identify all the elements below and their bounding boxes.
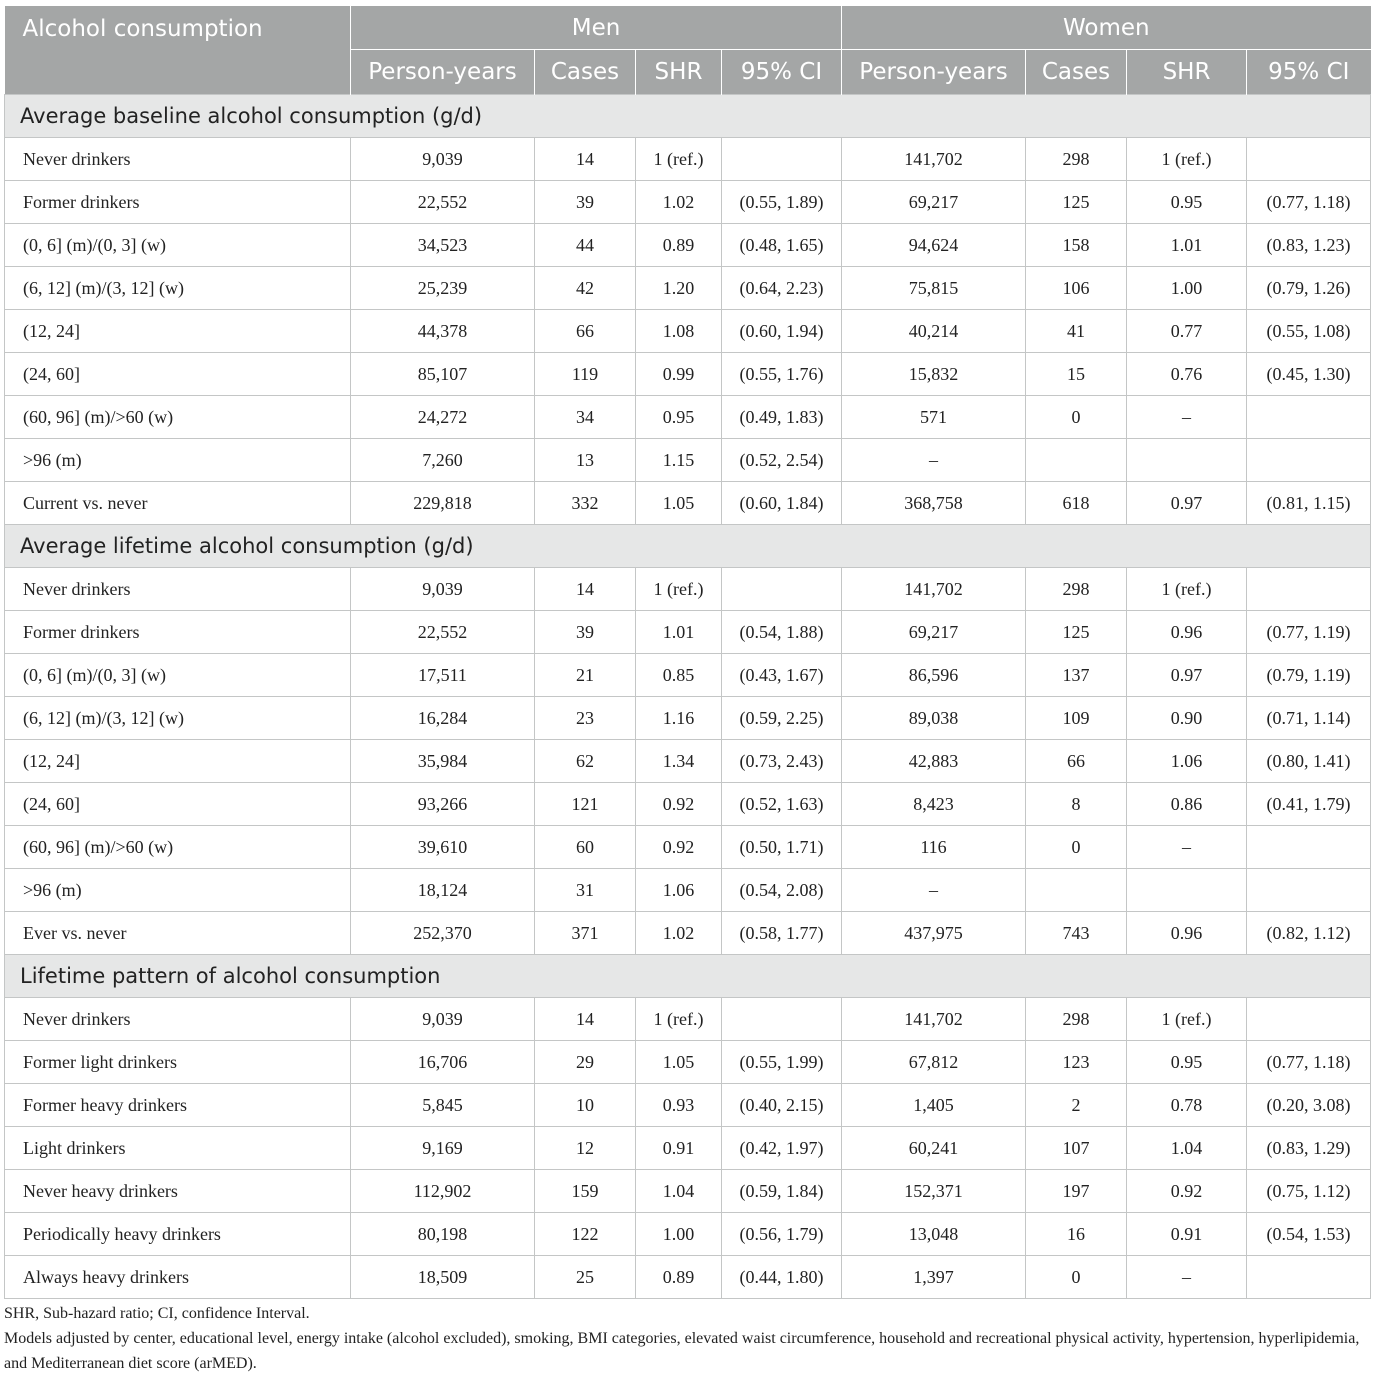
table-cell: 109 [1026,697,1127,740]
table-cell: 34,523 [351,224,535,267]
table-cell: 152,371 [842,1170,1026,1213]
table-cell: (0.41, 1.79) [1247,783,1371,826]
table-cell [722,568,842,611]
table-row [5,1256,1371,1299]
table-row [5,439,1371,482]
column-header: SHR [1127,50,1247,95]
table-cell: (0.55, 1.89) [722,181,842,224]
table-cell: – [1127,396,1247,439]
row-label: >96 (m) [5,439,351,482]
table-cell [722,998,842,1041]
table-cell: 1 (ref.) [636,568,722,611]
table-row [5,654,1371,697]
table-cell: 42,883 [842,740,1026,783]
table-cell: 437,975 [842,912,1026,955]
table-cell: (0.52, 2.54) [722,439,842,482]
table-row [5,912,1371,955]
table-cell: 1.08 [636,310,722,353]
table-footnotes [4,1301,1370,1376]
row-label: (60, 96] (m)/>60 (w) [5,826,351,869]
table-cell: (0.52, 1.63) [722,783,842,826]
table-cell: 67,812 [842,1041,1026,1084]
table-cell [1247,439,1371,482]
table-cell: 107 [1026,1127,1127,1170]
table-cell: 1.34 [636,740,722,783]
row-label: Always heavy drinkers [5,1256,351,1299]
table-cell: 24,272 [351,396,535,439]
table-cell: 34 [535,396,636,439]
table-cell [1247,568,1371,611]
table-cell: 25,239 [351,267,535,310]
table-cell: 10 [535,1084,636,1127]
table-cell: 1,397 [842,1256,1026,1299]
table-cell: 0.96 [1127,611,1247,654]
table-cell: 44,378 [351,310,535,353]
table-cell: 1.04 [636,1170,722,1213]
table-cell: 159 [535,1170,636,1213]
table-cell: 66 [535,310,636,353]
table-cell: 31 [535,869,636,912]
table-cell: (0.77, 1.19) [1247,611,1371,654]
table-cell: 125 [1026,181,1127,224]
table-cell: 1 (ref.) [636,138,722,181]
table-cell: 14 [535,998,636,1041]
table-cell: 14 [535,568,636,611]
table-cell: 0.76 [1127,353,1247,396]
table-cell: (0.20, 3.08) [1247,1084,1371,1127]
row-label: (6, 12] (m)/(3, 12] (w) [5,697,351,740]
table-body [5,95,1371,1299]
table-cell: 158 [1026,224,1127,267]
table-row [5,138,1371,181]
table-row [5,181,1371,224]
table-cell: 9,039 [351,998,535,1041]
table-cell: 18,509 [351,1256,535,1299]
table-cell: (0.77, 1.18) [1247,181,1371,224]
table-cell: (0.48, 1.65) [722,224,842,267]
table-cell: 0.89 [636,224,722,267]
table-cell: 18,124 [351,869,535,912]
table-cell: 1.00 [1127,267,1247,310]
table-cell: 1.01 [1127,224,1247,267]
alcohol-consumption-table [4,6,1371,1299]
table-cell: (0.82, 1.12) [1247,912,1371,955]
table-cell: 121 [535,783,636,826]
table-cell: 0.90 [1127,697,1247,740]
table-cell: 0 [1026,826,1127,869]
table-cell: 298 [1026,998,1127,1041]
table-cell: 1.04 [1127,1127,1247,1170]
row-label-header: Alcohol consumption [5,6,351,95]
table-cell: (0.55, 1.08) [1247,310,1371,353]
table-cell: 571 [842,396,1026,439]
table-cell: (0.60, 1.84) [722,482,842,525]
table-cell: 75,815 [842,267,1026,310]
table-cell: 8,423 [842,783,1026,826]
table-cell: 0 [1026,1256,1127,1299]
table-cell: 0.91 [636,1127,722,1170]
table-cell: (0.40, 2.15) [722,1084,842,1127]
row-label: Ever vs. never [5,912,351,955]
table-cell: 89,038 [842,697,1026,740]
table-cell: 1.05 [636,1041,722,1084]
table-cell: 298 [1026,568,1127,611]
table-cell: 125 [1026,611,1127,654]
table-cell: (0.49, 1.83) [722,396,842,439]
table-cell: (0.79, 1.26) [1247,267,1371,310]
table-cell: 1,405 [842,1084,1026,1127]
table-cell: 0.78 [1127,1084,1247,1127]
table-cell [1247,826,1371,869]
row-label: Never drinkers [5,568,351,611]
table-cell: 1.05 [636,482,722,525]
table-cell: 1.06 [636,869,722,912]
table-cell: 0.85 [636,654,722,697]
table-cell: 123 [1026,1041,1127,1084]
table-row [5,783,1371,826]
table-cell: 298 [1026,138,1127,181]
table-cell: (0.54, 1.88) [722,611,842,654]
table-cell: 39 [535,181,636,224]
table-cell: (0.43, 1.67) [722,654,842,697]
table-cell: 66 [1026,740,1127,783]
table-cell: 85,107 [351,353,535,396]
table-cell: 0.86 [1127,783,1247,826]
table-cell: 618 [1026,482,1127,525]
table-row [5,1041,1371,1084]
column-header: Person-years [842,50,1026,95]
table-cell: 106 [1026,267,1127,310]
row-label: (60, 96] (m)/>60 (w) [5,396,351,439]
table-row [5,697,1371,740]
table-cell: (0.79, 1.19) [1247,654,1371,697]
footnote-abbreviations: SHR, Sub-hazard ratio; CI, confidence Interval. [4,1305,310,1322]
table-cell: 1.02 [636,912,722,955]
table-cell: 69,217 [842,611,1026,654]
row-label: >96 (m) [5,869,351,912]
column-header: Cases [535,50,636,95]
table-cell: 69,217 [842,181,1026,224]
table-cell: (0.83, 1.23) [1247,224,1371,267]
section-title: Lifetime pattern of alcohol consumption [5,955,1371,998]
row-label: (24, 60] [5,783,351,826]
column-header: 95% CI [722,50,842,95]
table-cell: 141,702 [842,998,1026,1041]
table-cell: – [842,869,1026,912]
table-cell: 112,902 [351,1170,535,1213]
row-label: Light drinkers [5,1127,351,1170]
table-cell: 141,702 [842,138,1026,181]
table-cell: – [1127,1256,1247,1299]
table-row [5,396,1371,439]
table-cell: 16 [1026,1213,1127,1256]
table-cell: 39,610 [351,826,535,869]
table-cell: 0.99 [636,353,722,396]
table-row [5,869,1371,912]
column-header: 95% CI [1247,50,1371,95]
table-cell: 9,039 [351,138,535,181]
results-table-container [4,6,1370,1299]
table-cell: 332 [535,482,636,525]
table-row [5,267,1371,310]
table-cell: 80,198 [351,1213,535,1256]
table-row [5,1170,1371,1213]
table-cell: (0.55, 1.76) [722,353,842,396]
table-cell: 39 [535,611,636,654]
table-row [5,1213,1371,1256]
table-row [5,998,1371,1041]
table-cell: 0.95 [1127,181,1247,224]
table-cell: 1.06 [1127,740,1247,783]
table-cell [1247,998,1371,1041]
row-label: Former heavy drinkers [5,1084,351,1127]
table-cell: 44 [535,224,636,267]
table-cell: 16,706 [351,1041,535,1084]
table-cell: 8 [1026,783,1127,826]
table-cell: (0.83, 1.29) [1247,1127,1371,1170]
table-cell: 5,845 [351,1084,535,1127]
table-cell: (0.50, 1.71) [722,826,842,869]
section-header-row [5,95,1371,138]
table-cell: 137 [1026,654,1127,697]
table-cell: 0.93 [636,1084,722,1127]
table-cell: 197 [1026,1170,1127,1213]
table-cell: (0.56, 1.79) [722,1213,842,1256]
table-cell: (0.58, 1.77) [722,912,842,955]
table-cell: 0.95 [636,396,722,439]
row-label: (0, 6] (m)/(0, 3] (w) [5,224,351,267]
table-cell: 9,039 [351,568,535,611]
table-cell [1247,138,1371,181]
table-cell: 16,284 [351,697,535,740]
table-cell: 0.96 [1127,912,1247,955]
table-cell: 1 (ref.) [1127,568,1247,611]
table-cell: 94,624 [842,224,1026,267]
table-cell: 35,984 [351,740,535,783]
table-cell: 743 [1026,912,1127,955]
table-cell: 41 [1026,310,1127,353]
table-cell [1127,869,1247,912]
table-row [5,740,1371,783]
table-row [5,482,1371,525]
men-group-header: Men [351,6,842,50]
table-cell: 14 [535,138,636,181]
row-label: Never drinkers [5,998,351,1041]
table-cell [722,138,842,181]
table-cell: 122 [535,1213,636,1256]
table-cell: (0.42, 1.97) [722,1127,842,1170]
table-cell: (0.80, 1.41) [1247,740,1371,783]
table-cell: 0.97 [1127,482,1247,525]
row-label: Never heavy drinkers [5,1170,351,1213]
table-cell: (0.54, 1.53) [1247,1213,1371,1256]
table-row [5,611,1371,654]
row-label: Never drinkers [5,138,351,181]
table-cell: (0.81, 1.15) [1247,482,1371,525]
table-cell: 1 (ref.) [1127,138,1247,181]
table-cell: 15,832 [842,353,1026,396]
table-cell: (0.64, 2.23) [722,267,842,310]
row-label: Current vs. never [5,482,351,525]
table-cell [1026,869,1127,912]
table-cell: 0.95 [1127,1041,1247,1084]
table-cell: (0.55, 1.99) [722,1041,842,1084]
table-cell: 0.89 [636,1256,722,1299]
table-cell: 1.20 [636,267,722,310]
table-header [5,6,1371,95]
table-cell: 60,241 [842,1127,1026,1170]
table-cell: 40,214 [842,310,1026,353]
table-row [5,826,1371,869]
table-cell: 15 [1026,353,1127,396]
table-row [5,310,1371,353]
column-header: Person-years [351,50,535,95]
table-cell: 0.91 [1127,1213,1247,1256]
table-cell [1247,869,1371,912]
section-header-row [5,525,1371,568]
table-cell: 1 (ref.) [1127,998,1247,1041]
table-cell [1247,396,1371,439]
table-cell: 25 [535,1256,636,1299]
table-cell: 21 [535,654,636,697]
table-cell: 229,818 [351,482,535,525]
row-label: Former drinkers [5,611,351,654]
row-label: (0, 6] (m)/(0, 3] (w) [5,654,351,697]
section-title: Average baseline alcohol consumption (g/d) [5,95,1371,138]
table-cell: 141,702 [842,568,1026,611]
table-cell: – [1127,826,1247,869]
table-cell: 368,758 [842,482,1026,525]
table-cell: (0.71, 1.14) [1247,697,1371,740]
table-cell: 0 [1026,396,1127,439]
column-header: Cases [1026,50,1127,95]
table-row [5,568,1371,611]
table-cell: 62 [535,740,636,783]
section-header-row [5,955,1371,998]
table-cell: 1.01 [636,611,722,654]
table-cell: 1 (ref.) [636,998,722,1041]
table-cell: 119 [535,353,636,396]
table-cell: (0.75, 1.12) [1247,1170,1371,1213]
row-label: (24, 60] [5,353,351,396]
table-cell: 7,260 [351,439,535,482]
table-cell: 86,596 [842,654,1026,697]
table-row [5,1127,1371,1170]
table-cell: (0.54, 2.08) [722,869,842,912]
table-cell: (0.59, 1.84) [722,1170,842,1213]
row-label: Former drinkers [5,181,351,224]
table-cell [1026,439,1127,482]
table-cell: 0.92 [636,826,722,869]
table-cell: 13,048 [842,1213,1026,1256]
table-cell: 12 [535,1127,636,1170]
table-cell: (0.60, 1.94) [722,310,842,353]
table-cell: 23 [535,697,636,740]
table-cell: (0.44, 1.80) [722,1256,842,1299]
table-cell: 42 [535,267,636,310]
table-cell [1247,1256,1371,1299]
table-cell: 1.15 [636,439,722,482]
table-cell: 1.00 [636,1213,722,1256]
table-row [5,1084,1371,1127]
row-label: (12, 24] [5,310,351,353]
table-cell: 2 [1026,1084,1127,1127]
row-label: (6, 12] (m)/(3, 12] (w) [5,267,351,310]
table-cell: 0.77 [1127,310,1247,353]
table-cell: 0.97 [1127,654,1247,697]
table-row [5,224,1371,267]
section-title: Average lifetime alcohol consumption (g/d) [5,525,1371,568]
table-cell: 252,370 [351,912,535,955]
table-cell: 0.92 [636,783,722,826]
table-cell [1127,439,1247,482]
table-cell: (0.59, 2.25) [722,697,842,740]
table-cell: 371 [535,912,636,955]
table-cell: 9,169 [351,1127,535,1170]
row-label: (12, 24] [5,740,351,783]
footnote-adjustments: Models adjusted by center, educational level, energy intake (alcohol excluded), smoking, BMI categories, elevated waist circumference, household and recreational physical activity, hypertension, hyperlipidemia, and Mediterranean diet score (arMED). [4,1330,1360,1372]
row-label: Periodically heavy drinkers [5,1213,351,1256]
women-group-header: Women [842,6,1371,50]
table-cell: (0.77, 1.18) [1247,1041,1371,1084]
table-cell: 17,511 [351,654,535,697]
row-label: Former light drinkers [5,1041,351,1084]
table-cell: (0.45, 1.30) [1247,353,1371,396]
table-cell: 29 [535,1041,636,1084]
table-cell: – [842,439,1026,482]
table-cell: 22,552 [351,611,535,654]
table-cell: 22,552 [351,181,535,224]
table-cell: 1.16 [636,697,722,740]
column-header: SHR [636,50,722,95]
table-row [5,353,1371,396]
table-cell: 93,266 [351,783,535,826]
table-cell: 60 [535,826,636,869]
table-cell: 116 [842,826,1026,869]
table-cell: 1.02 [636,181,722,224]
table-cell: (0.73, 2.43) [722,740,842,783]
table-cell: 0.92 [1127,1170,1247,1213]
table-cell: 13 [535,439,636,482]
